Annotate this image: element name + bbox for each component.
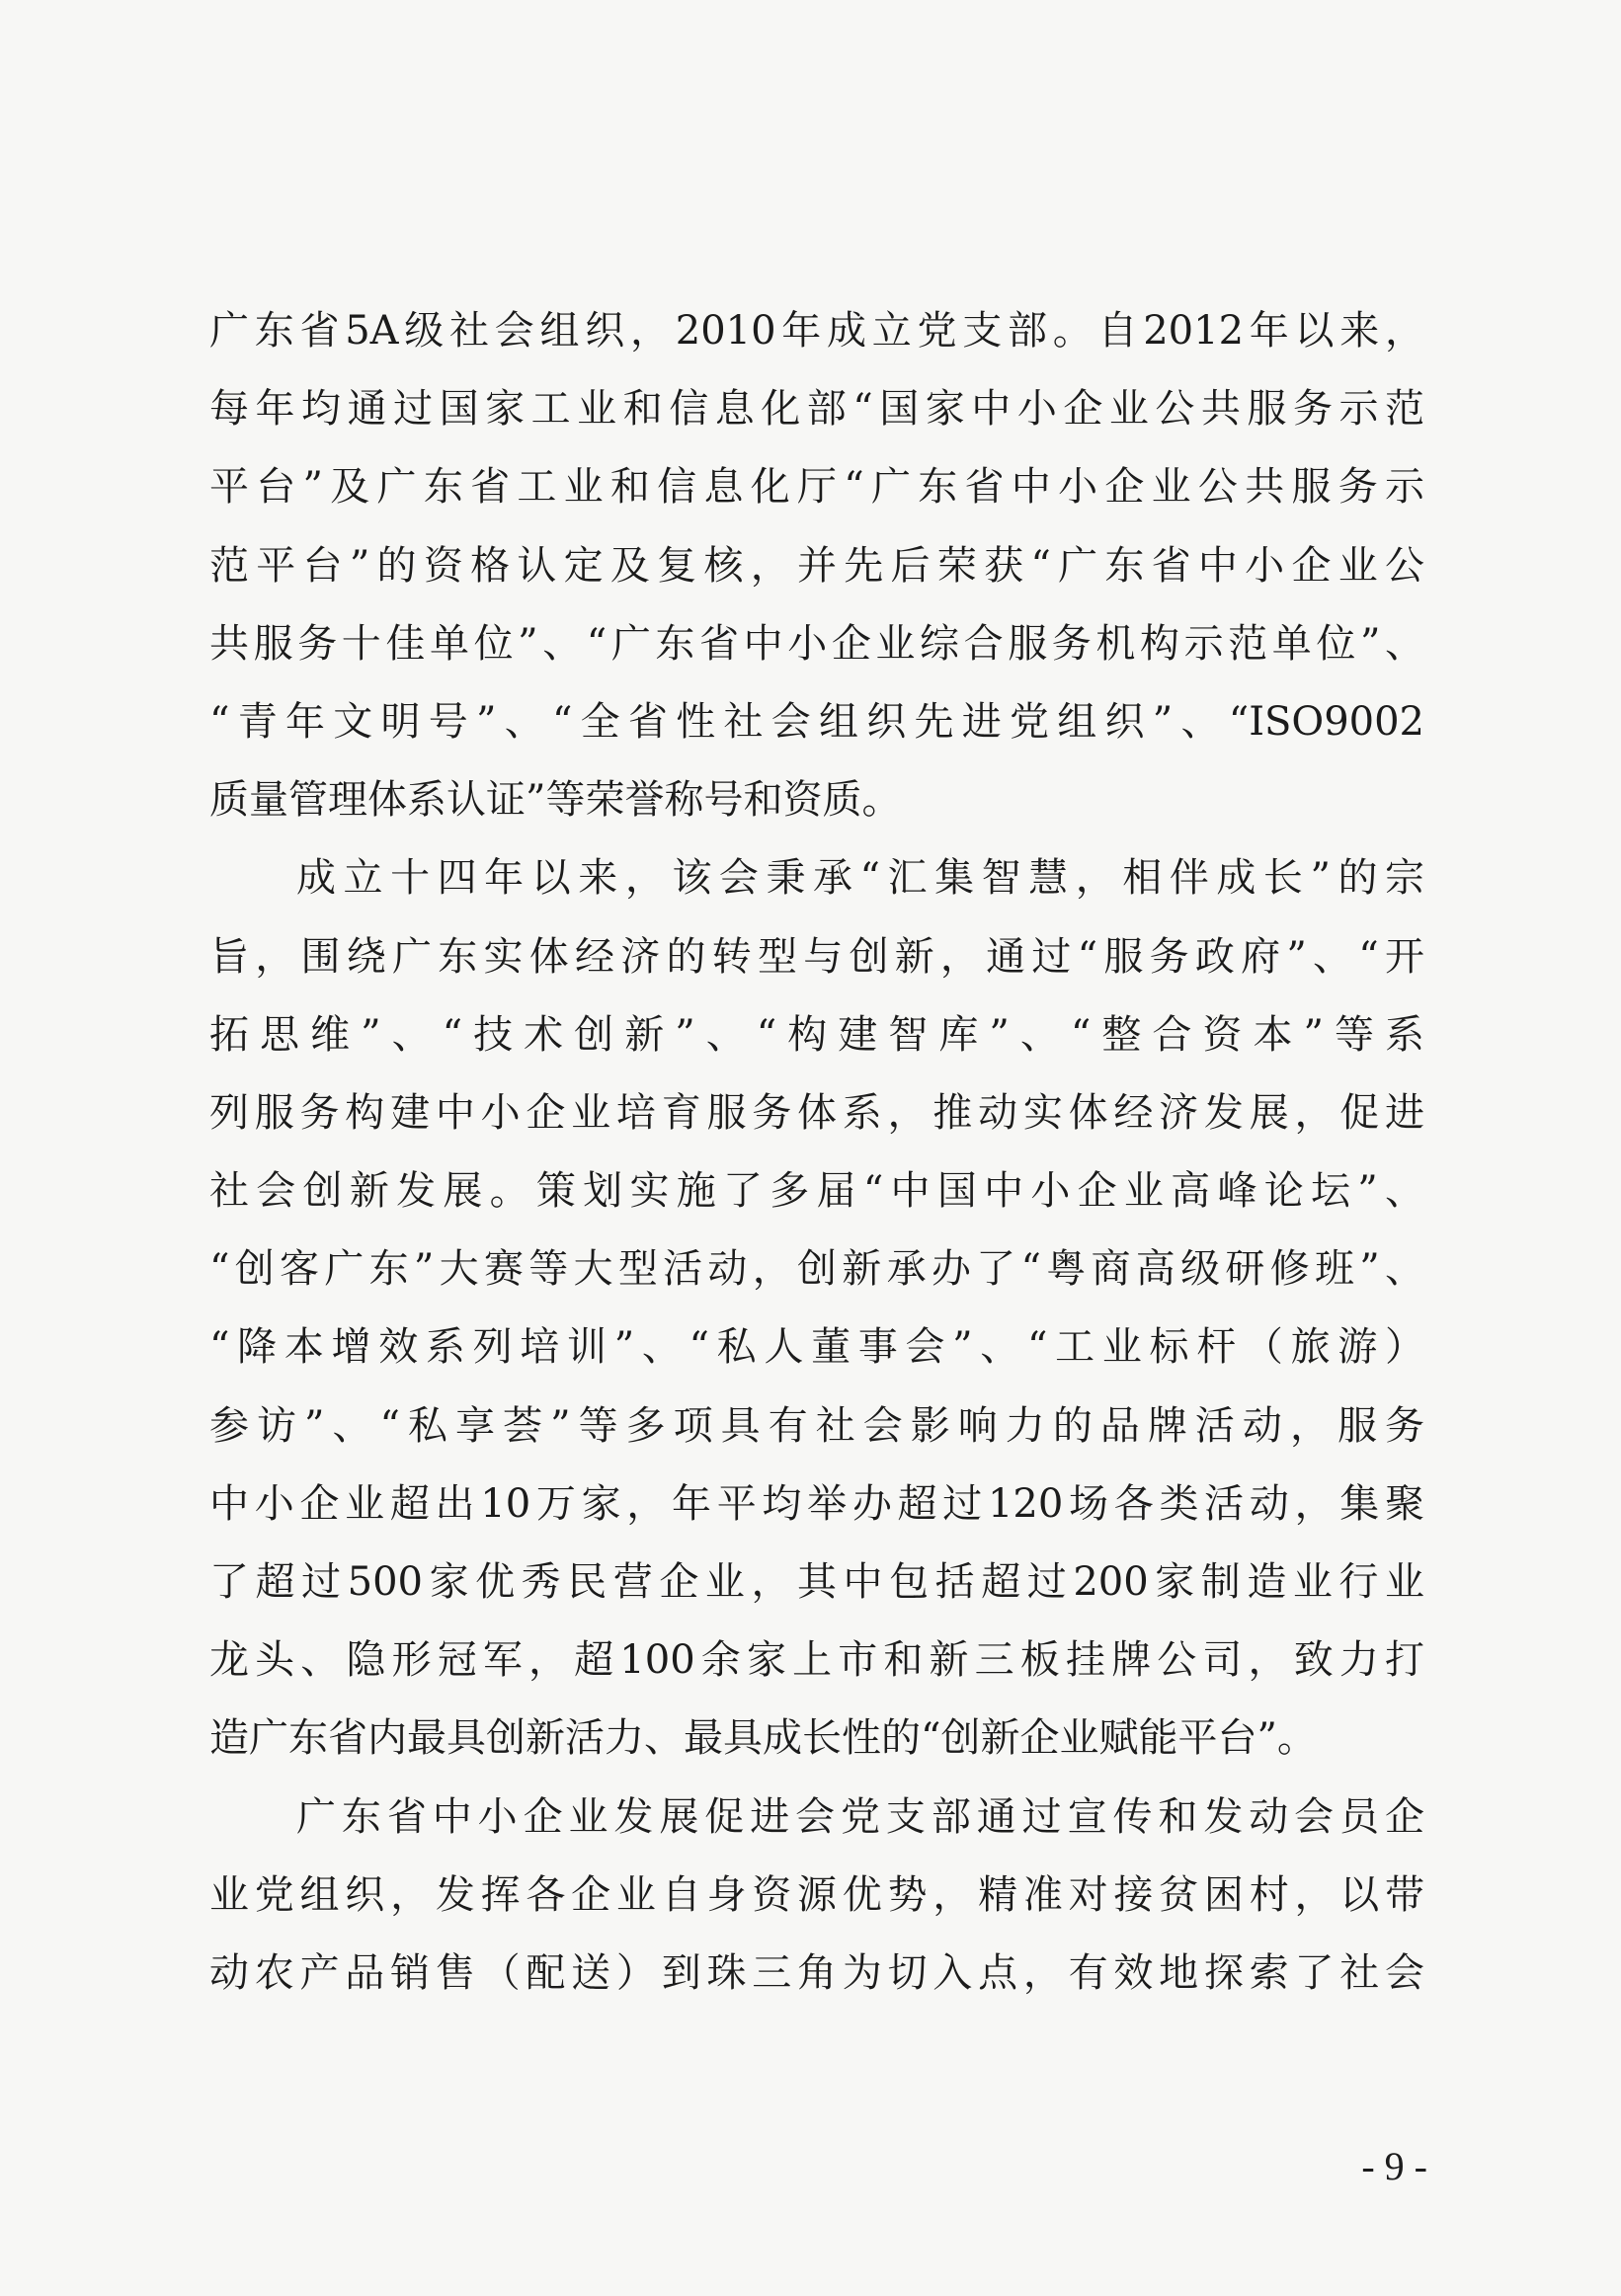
text-line: 了超过500家优秀民营企业，其中包括超过200家制造业行业: [209, 1559, 1424, 1605]
text-line: 龙头、隐形冠军，超100余家上市和新三板挂牌公司，致力打: [209, 1637, 1424, 1684]
text-line: 平台”及广东省工业和信息化厅“广东省中小企业公共服务示: [209, 464, 1424, 511]
paragraph-end-line: 质量管理体系认证”等荣誉称号和资质。: [209, 777, 902, 824]
text-line: 业党组织，发挥各企业自身资源优势，精准对接贫困村，以带: [209, 1871, 1424, 1918]
text-line: 动农产品销售（配送）到珠三角为切入点，有效地探索了社会: [209, 1949, 1424, 1996]
text-line: “降本增效系列培训”、“私人董事会”、“工业标杆（旅游）: [209, 1324, 1424, 1371]
text-line: 广东省5A级社会组织，2010年成立党支部。自2012年以来，: [209, 308, 1424, 354]
body-text: [209, 292, 1424, 2013]
text-line: 社会创新发展。策划实施了多届“中国中小企业高峰论坛”、: [209, 1168, 1424, 1215]
text-line: 旨，围绕广东实体经济的转型与创新，通过“服务政府”、“开: [209, 933, 1424, 980]
text-line: 拓思维”、“技术创新”、“构建智库”、“整合资本”等系: [209, 1011, 1424, 1058]
paragraph-start-line: 成立十四年以来，该会秉承“汇集智慧，相伴成长”的宗: [296, 855, 1424, 902]
paragraph-end-line: 造广东省内最具创新活力、最具成长性的“创新企业赋能平台”。: [209, 1715, 1317, 1762]
text-line: “青年文明号”、“全省性社会组织先进党组织”、“ISO9002: [209, 698, 1424, 745]
text-line: 中小企业超出10万家，年平均举办超过120场各类活动，集聚: [209, 1480, 1424, 1527]
text-line: 范平台”的资格认定及复核，并先后荣获“广东省中小企业公: [209, 542, 1424, 589]
text-line: 每年均通过国家工业和信息化部“国家中小企业公共服务示范: [209, 386, 1424, 433]
text-line: 列服务构建中小企业培育服务体系，推动实体经济发展，促进: [209, 1089, 1424, 1136]
text-line: 参访”、“私享荟”等多项具有社会影响力的品牌活动，服务: [209, 1402, 1424, 1449]
text-line: “创客广东”大赛等大型活动，创新承办了“粤商高级研修班”、: [209, 1246, 1424, 1293]
text-line: 共服务十佳单位”、“广东省中小企业综合服务机构示范单位”、: [209, 620, 1424, 667]
page-number: - 9 -: [1361, 2144, 1427, 2188]
paragraph-start-line: 广东省中小企业发展促进会党支部通过宣传和发动会员企: [296, 1793, 1424, 1840]
